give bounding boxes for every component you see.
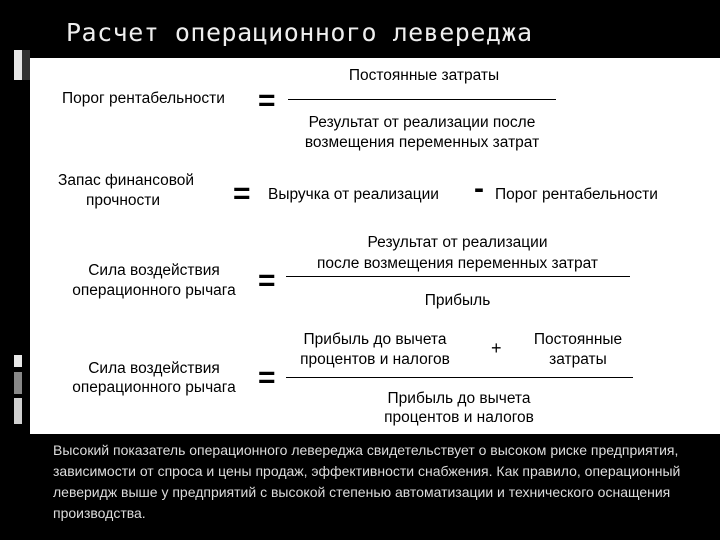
dol1-fraction-line <box>286 276 630 277</box>
safety-term-revenue: Выручка от реализации <box>268 186 439 203</box>
breakeven-equals: = <box>258 84 276 117</box>
dol1-label-2: операционного рычага <box>72 282 236 299</box>
explanation-text: Высокий показатель операционного левереджа свидетельствует о высоком риске предприятия, зависимости от спроса и цены продаж, эффективности снабжения. Как правило, операционный леверидж выше у предприятий с высокой степенью автоматизации и технического оснащения производства. <box>53 442 681 521</box>
dol2-num-left-1: Прибыль до вычета <box>303 331 447 348</box>
safety-term-breakeven: Порог рентабельности <box>495 186 658 203</box>
slide-title: Расчет операционного левереджа <box>66 18 533 47</box>
breakeven-fraction-line <box>288 99 556 100</box>
explanation-text-box <box>30 434 720 540</box>
safety-label-2: прочности <box>85 192 161 209</box>
decor-bar-side-3 <box>14 398 22 424</box>
safety-label-1: Запас финансовой <box>58 172 195 189</box>
decor-bar-side <box>14 355 22 367</box>
dol1-denominator: Прибыль <box>424 292 491 309</box>
dol2-fraction-line <box>286 377 633 378</box>
decor-bar-top-dark <box>22 50 30 80</box>
safety-equals: = <box>233 177 251 210</box>
dol2-num-right-2: затраты <box>549 351 607 368</box>
breakeven-denominator-1: Результат от реализации после <box>308 114 536 131</box>
dol2-num-right-1: Постоянные <box>533 331 623 348</box>
dol2-denominator-1: Прибыль до вычета <box>387 390 531 407</box>
dol2-label-1: Сила воздействия <box>88 360 220 377</box>
safety-minus: - <box>474 172 484 205</box>
dol1-equals: = <box>258 264 276 297</box>
dol2-denominator-2: процентов и налогов <box>384 409 534 426</box>
breakeven-denominator-2: возмещения переменных затрат <box>304 134 540 151</box>
dol2-equals: = <box>258 361 276 394</box>
decor-bar-side-2 <box>14 372 22 394</box>
breakeven-numerator: Постоянные затраты <box>348 67 500 84</box>
breakeven-label: Порог рентабельности <box>62 90 225 107</box>
dol1-label-1: Сила воздействия <box>88 262 220 279</box>
dol2-label-2: операционного рычага <box>72 379 236 396</box>
dol2-plus: + <box>491 338 502 358</box>
dol1-numerator-1: Результат от реализации <box>367 234 548 251</box>
dol1-numerator-2: после возмещения переменных затрат <box>316 255 599 272</box>
decor-bar-top <box>14 50 22 80</box>
dol2-num-left-2: процентов и налогов <box>300 351 450 368</box>
